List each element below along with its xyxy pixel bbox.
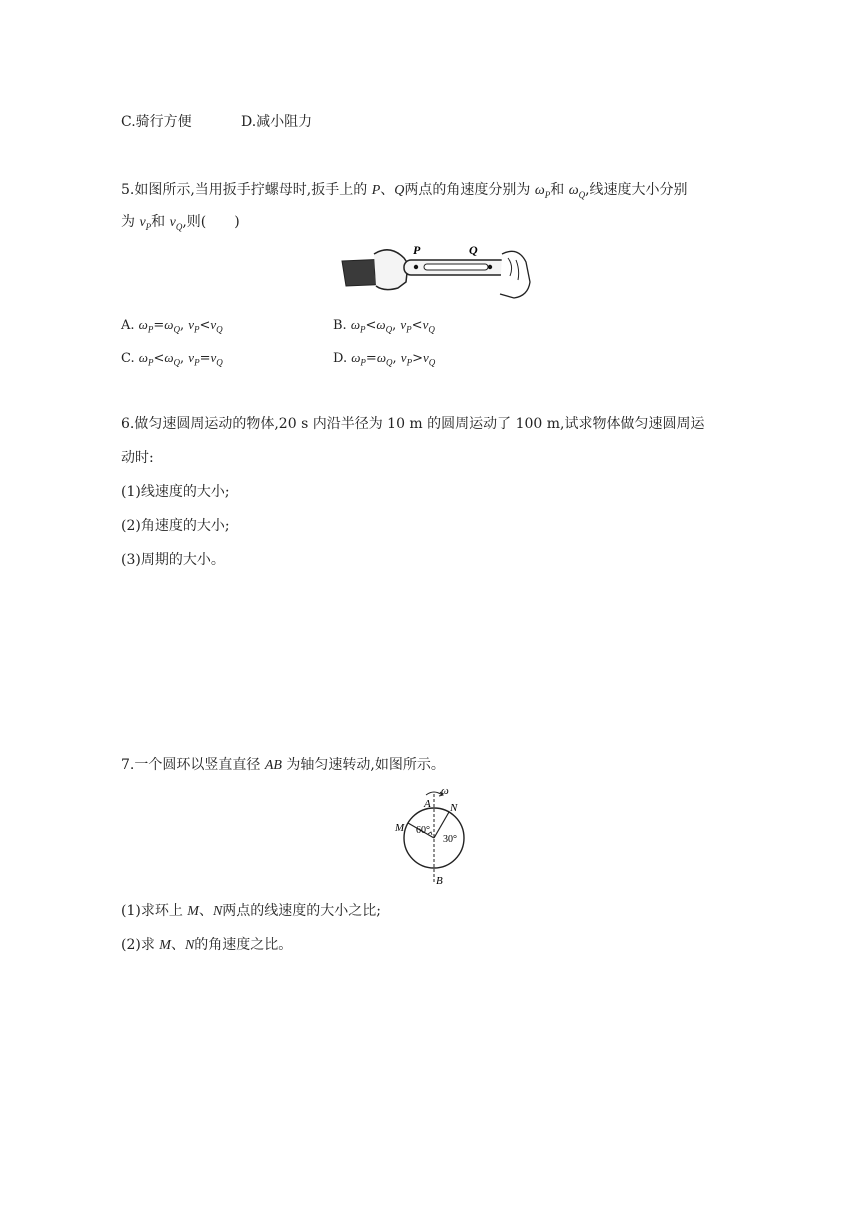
sub: Q: [173, 324, 180, 335]
q7-var-n: N: [212, 904, 223, 919]
q7-text: (1)求环上: [121, 903, 188, 919]
q7-part-1: [121, 901, 381, 922]
sub: Q: [216, 357, 223, 368]
omega: ω: [376, 317, 386, 332]
q7-text: (2)求: [121, 937, 160, 953]
q5-text: ,则( ): [182, 214, 240, 230]
label-a: A: [424, 798, 431, 810]
q4-option-d-text: D.减小阻力: [241, 114, 313, 130]
sub: Q: [428, 324, 435, 335]
omega: ω: [351, 350, 361, 365]
omega: ω: [164, 317, 174, 332]
q6-part-3: (3)周期的大小。: [121, 552, 225, 568]
rel: <: [199, 318, 211, 333]
label-omega: ω: [441, 785, 449, 797]
q4-option-c-text: C.骑行方便: [121, 114, 192, 130]
q5-option-a: A. $\omega_P=\omega_Q$, $v_P<v_Q$: [121, 317, 223, 335]
q7-text: 两点的线速度的大小之比;: [222, 903, 382, 919]
omega: ω: [376, 350, 387, 365]
sub: P: [360, 324, 366, 335]
sub: Q: [386, 357, 393, 368]
rel: >: [412, 351, 423, 366]
label-angle-60: 60°: [416, 825, 430, 836]
q5-omega: ω: [534, 183, 545, 198]
omega: ω: [138, 317, 148, 332]
rel: =: [153, 318, 165, 333]
label-m: M: [395, 822, 405, 834]
label-q: Q: [469, 243, 478, 257]
sub: P: [406, 357, 413, 368]
sub: P: [360, 357, 366, 368]
q5-option-c: C. $\omega_P<\omega_Q$, $v_P=v_Q$: [121, 350, 223, 368]
sub: P: [147, 357, 154, 368]
wrench-slot: [424, 264, 488, 270]
q7-text: 的角速度之比。: [194, 937, 293, 953]
label-n: N: [450, 802, 458, 814]
q7-var-n: N: [184, 938, 195, 953]
wrench-jaw: [374, 250, 408, 290]
q7-part-2: [121, 935, 292, 956]
rel: <: [365, 318, 377, 333]
opt-label: A.: [121, 318, 139, 333]
wrench-figure: [338, 236, 532, 304]
hand: [500, 251, 530, 298]
sub: P: [193, 324, 200, 335]
q6-part-2: (2)角速度的大小;: [121, 518, 230, 534]
rel: <: [153, 351, 165, 366]
q5-v: v: [169, 215, 176, 230]
q5-var-p: P: [371, 183, 381, 198]
opt-label: B.: [333, 318, 351, 333]
sub: P: [194, 357, 200, 368]
point-q: [488, 265, 492, 269]
v: v: [210, 317, 217, 332]
ring-figure: [388, 784, 478, 888]
q7-text: 为轴匀速转动,如图所示。: [281, 757, 445, 773]
q7-stem: [121, 755, 445, 776]
label-p: P: [413, 243, 421, 257]
omega: ω: [350, 317, 361, 332]
opt-label: D.: [333, 351, 352, 366]
q7-var-m: M: [187, 904, 199, 919]
q7-sep: 、: [170, 937, 185, 953]
q4-option-c: [121, 112, 192, 132]
q7-var-m: M: [159, 938, 171, 953]
q5-omega: ω: [568, 183, 579, 198]
v: v: [210, 350, 217, 365]
sub: Q: [216, 324, 223, 335]
sub: Q: [428, 357, 436, 368]
opt-label: C.: [121, 351, 139, 366]
sub: P: [406, 324, 412, 335]
point-p: [414, 265, 418, 269]
q4-option-d: [241, 112, 312, 132]
v: v: [400, 317, 407, 332]
q5-text: 为: [121, 214, 140, 230]
q5-stem-line1: [121, 180, 688, 205]
omega: ω: [138, 350, 148, 365]
q5-option-b: B. $\omega_P<\omega_Q$, $v_P<v_Q$: [333, 317, 435, 335]
q5-sep: 、: [380, 182, 395, 198]
sub: Q: [173, 357, 181, 368]
label-b: B: [436, 875, 443, 887]
q5-var-q: Q: [394, 183, 405, 198]
q6-stem-line2: 动时:: [121, 450, 154, 466]
q5-and: 和: [151, 214, 170, 230]
q5-sub-q: Q: [578, 189, 586, 200]
v: v: [422, 317, 429, 332]
q5-sub-p: P: [145, 221, 152, 232]
q7-text: 7.一个圆环以竖直直径: [121, 757, 265, 773]
q7-var-ab: AB: [264, 758, 282, 773]
q5-sub-p: P: [544, 189, 551, 200]
rel: =: [365, 351, 377, 366]
q5-text: 5.如图所示,当用扳手拧螺母时,扳手上的: [121, 182, 372, 198]
q5-sub-q: Q: [175, 221, 183, 232]
sub: P: [147, 324, 154, 335]
v: v: [188, 317, 194, 332]
q7-sep: 、: [198, 903, 213, 919]
rel: =: [199, 351, 211, 366]
rel: <: [411, 318, 423, 333]
q6-stem-line1: 6.做匀速圆周运动的物体,20 s 内沿半径为 10 m 的圆周运动了 100 m,试求物体做匀速圆周运: [121, 416, 705, 432]
q5-and: 和: [550, 182, 569, 198]
q5-text: 两点的角速度分别为: [404, 182, 535, 198]
label-angle-30: 30°: [443, 834, 457, 845]
q5-text: ,线速度大小分别: [585, 182, 688, 198]
q5-stem-line2: [121, 212, 240, 237]
v: v: [400, 350, 407, 365]
q6-part-1: (1)线速度的大小;: [121, 484, 230, 500]
omega: ω: [164, 350, 174, 365]
sub: Q: [385, 324, 393, 335]
v: v: [188, 350, 195, 365]
q5-option-d: D. $\omega_P=\omega_Q$, $v_P>v_Q$: [333, 350, 436, 368]
v: v: [422, 350, 429, 365]
q5-v: v: [139, 215, 146, 230]
